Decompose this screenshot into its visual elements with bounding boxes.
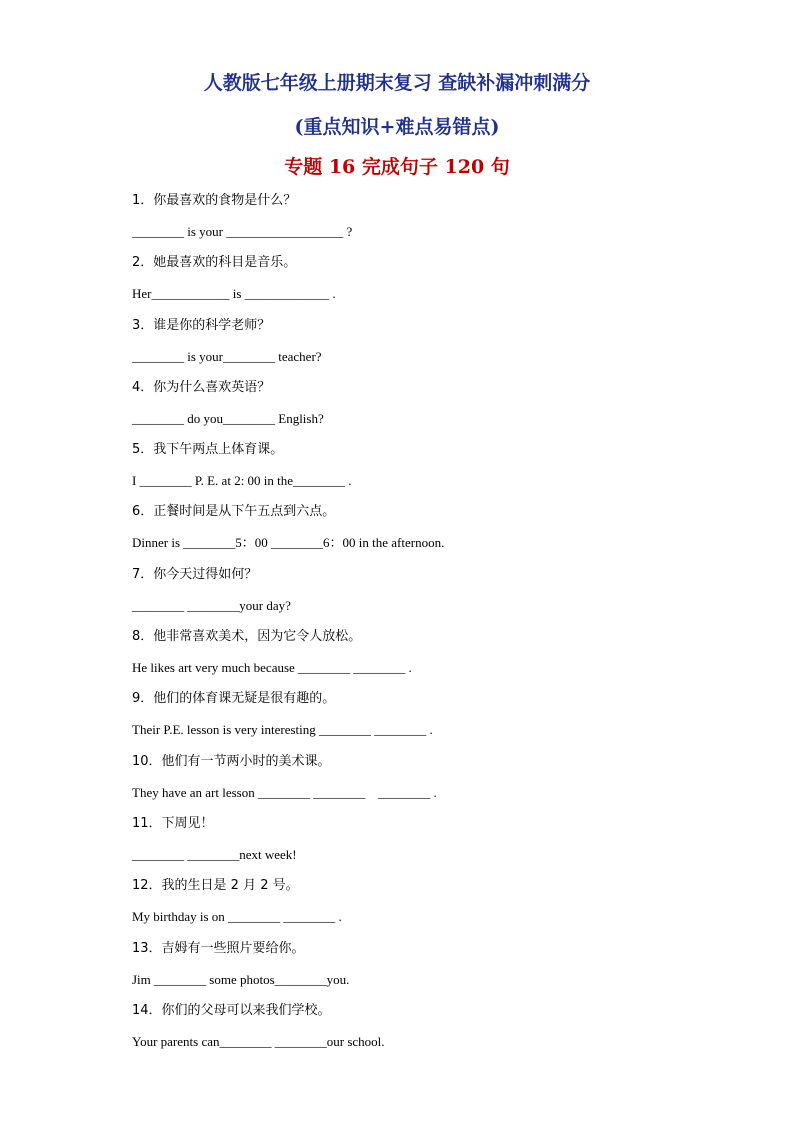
question-chinese: 7．你今天过得如何？: [132, 566, 258, 582]
question-chinese: 13．吉姆有一些照片要给你。: [132, 940, 305, 956]
question-english-blank: My birthday is on ________ ________ .: [132, 909, 342, 925]
question-item: [132, 688, 732, 750]
question-english-blank: ________ do you________ English?: [132, 410, 324, 426]
question-list: [132, 190, 732, 1062]
question-item: [132, 813, 732, 875]
question-chinese: 14．你们的父母可以来我们学校。: [132, 1002, 331, 1018]
topic-heading: 专题 16 完成句子 120 句: [284, 156, 510, 178]
question-item: [132, 501, 732, 563]
question-item: [132, 564, 732, 626]
question-item: [132, 315, 732, 377]
question-chinese: 1．你最喜欢的食物是什么？: [132, 193, 297, 208]
question-item: [132, 626, 732, 688]
question-item: [132, 190, 732, 252]
question-chinese: 12．我的生日是 2 月 2 号。: [132, 878, 299, 894]
question-english-blank: Jim ________ some photos________you.: [132, 971, 350, 987]
question-english-blank: ________ ________next week!: [132, 846, 297, 862]
question-chinese: 9．他们的体育课无疑是很有趣的。: [132, 691, 336, 707]
question-item: [132, 751, 732, 813]
document-subtitle: (重点知识+难点易错点): [294, 116, 500, 138]
question-chinese: 4．你为什么喜欢英语？: [132, 379, 271, 395]
question-item: [132, 377, 732, 439]
question-english-blank: Dinner is ________5：00 ________6：00 in the afternoon.: [132, 535, 445, 551]
question-english-blank: Your parents can________ ________our school.: [132, 1033, 385, 1049]
question-chinese: 6．正餐时间是从下午五点到六点。: [132, 504, 336, 520]
question-english-blank: I ________ P. E. at 2: 00 in the________ .: [132, 473, 352, 489]
question-chinese: 5．我下午两点上体育课。: [132, 442, 284, 458]
question-english-blank: ________ ________your day?: [132, 597, 291, 613]
question-chinese: 2．她最喜欢的科目是音乐。: [132, 255, 297, 271]
question-english-blank: ________ is your________ teacher?: [132, 348, 322, 364]
question-chinese: 3．谁是你的科学老师？: [132, 317, 271, 333]
question-english-blank: Her____________ is _____________ .: [132, 286, 336, 302]
question-chinese: 11．下周见！: [132, 815, 214, 831]
question-item: [132, 938, 732, 1000]
question-item: [132, 1000, 732, 1062]
question-english-blank: ________ is your __________________ ?: [132, 224, 353, 239]
question-item: [132, 439, 732, 501]
document-title: 人教版七年级上册期末复习 查缺补漏冲刺满分: [203, 72, 591, 94]
question-chinese: 8．他非常喜欢美术，因为它令人放松。: [132, 629, 362, 645]
question-english-blank: He likes art very much because ________ ________ .: [132, 660, 412, 676]
question-item: [132, 252, 732, 314]
question-item: [132, 875, 732, 937]
question-chinese: 10．他们有一节两小时的美术课。: [132, 753, 331, 769]
question-english-blank: They have an art lesson ________ ________ ________ .: [132, 784, 437, 800]
question-english-blank: Their P.E. lesson is very interesting ________ ________ .: [132, 722, 433, 738]
